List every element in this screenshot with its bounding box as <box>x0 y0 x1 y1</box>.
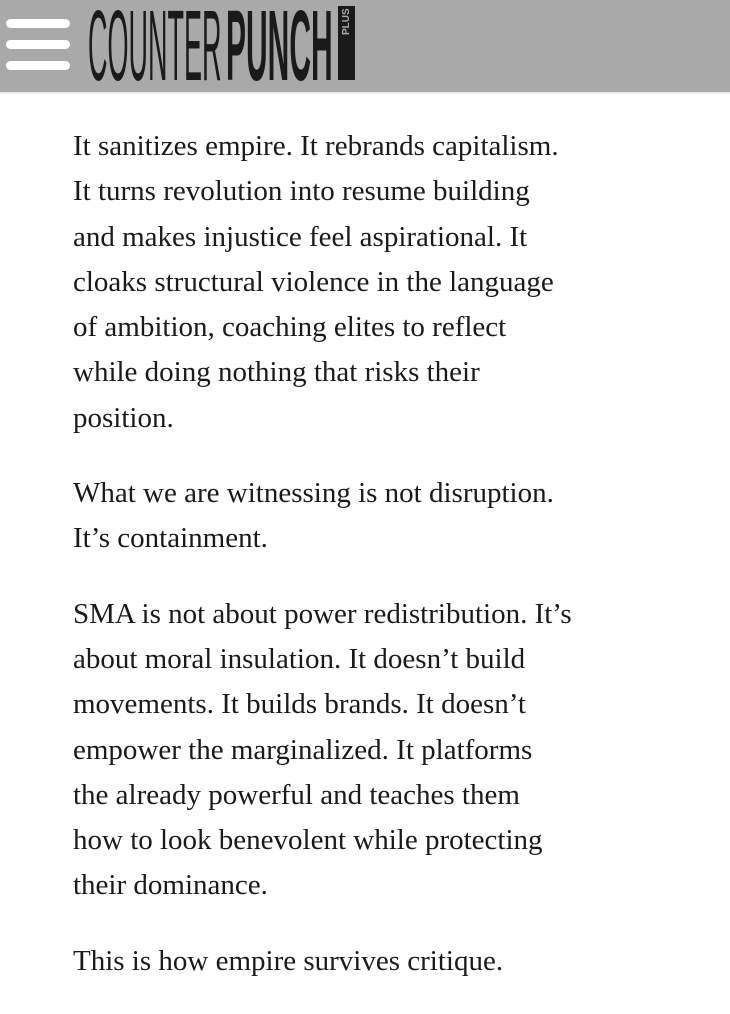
paragraph-line: position. <box>73 401 174 434</box>
paragraph-line: movements. It builds brands. It doesn’t <box>73 688 526 721</box>
logo-text-light: COUNTER <box>88 0 222 94</box>
paragraph-line: It sanitizes empire. It rebrands capitalism. <box>73 130 559 162</box>
article-paragraph <box>73 124 713 441</box>
paragraph-line: the already powerful and teaches them <box>73 778 520 811</box>
paragraph-line: It turns revolution into resume building <box>73 175 530 208</box>
paragraph-line: empower the marginalized. It platforms <box>73 733 533 766</box>
article-paragraph <box>73 939 713 984</box>
article-paragraph <box>73 592 713 909</box>
paragraph-line: It’s containment. <box>73 522 268 555</box>
paragraph-line: cloaks structural violence in the language <box>73 265 554 298</box>
paragraph-line: while doing nothing that risks their <box>73 356 480 389</box>
paragraph-line: This is how empire survives critique. <box>73 944 504 977</box>
counterpunch-logo[interactable] <box>0 0 370 92</box>
paragraph-line: of ambition, coaching elites to reflect <box>73 311 507 344</box>
paragraph-line: about moral insulation. It doesn’t build <box>73 642 526 675</box>
site-header <box>0 0 730 94</box>
article-paragraph <box>73 471 713 562</box>
article-body <box>73 124 713 1014</box>
paragraph-line: their dominance. <box>73 869 268 902</box>
paragraph-line: SMA is not about power redistribution. It’s <box>73 597 572 630</box>
logo-plus-badge: PLUS <box>338 6 355 80</box>
logo-text-bold: PUNCH <box>226 0 333 94</box>
paragraph-line: What we are witnessing is not disruption. <box>73 477 554 510</box>
paragraph-line: how to look benevolent while protecting <box>73 824 543 857</box>
paragraph-line: and makes injustice feel aspirational. It <box>73 220 528 253</box>
